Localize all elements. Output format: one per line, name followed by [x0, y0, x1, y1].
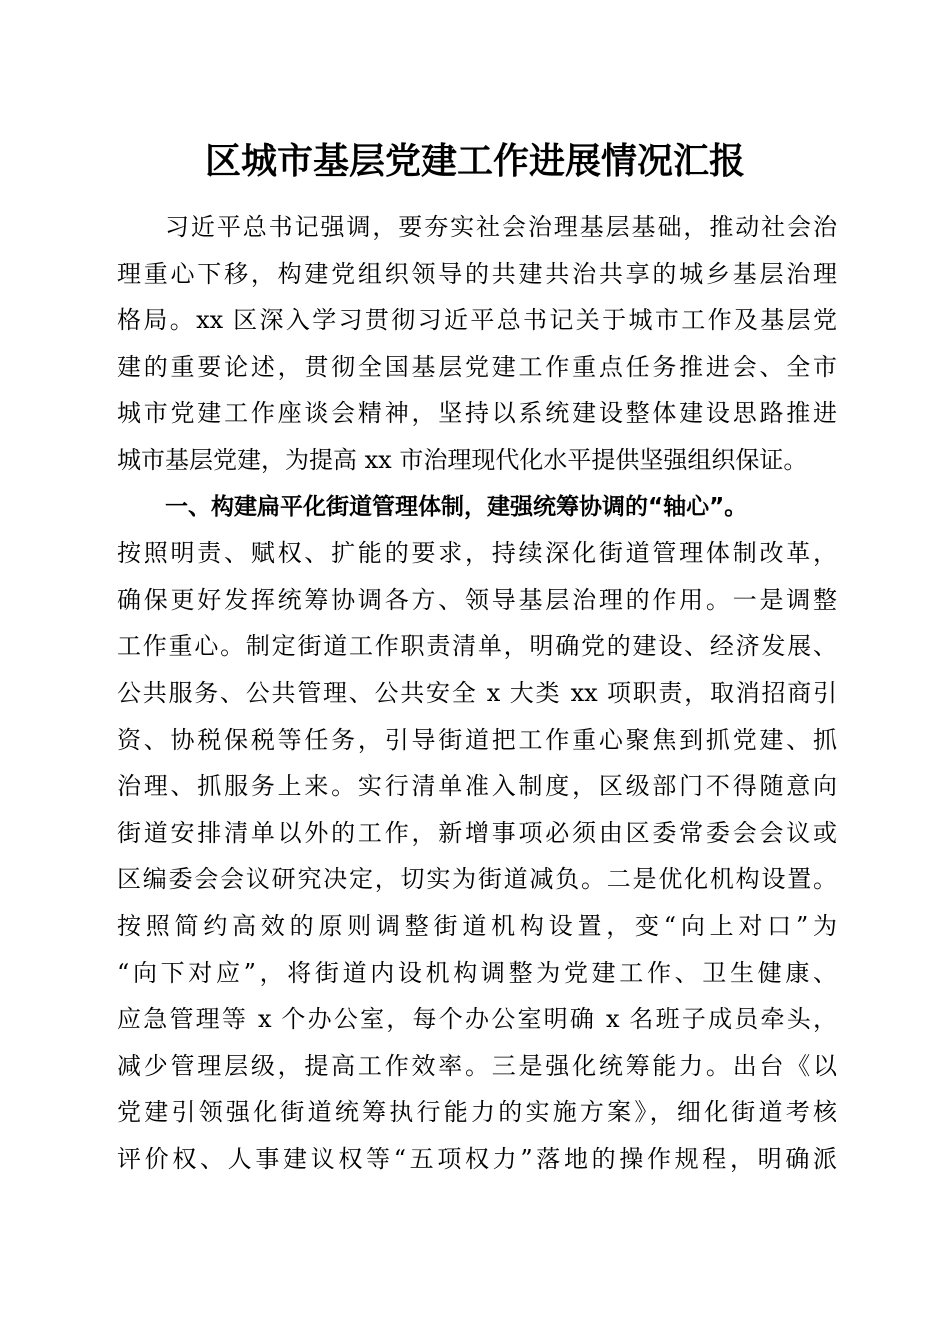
- paragraph-line: 格局。xx 区深入学习贯彻习近平总书记关于城市工作及基层党: [117, 306, 837, 335]
- paragraph-line: 建的重要论述，贯彻全国基层党建工作重点任务推进会、全市: [117, 352, 837, 381]
- paragraph-line: 应急管理等 x 个办公室，每个办公室明确 x 名班子成员牵头，: [117, 1005, 837, 1034]
- paragraph-line: 按照简约高效的原则调整街道机构设置，变“向上对口”为: [117, 911, 837, 940]
- paragraph-line: 减少管理层级，提高工作效率。三是强化统筹能力。出台《以: [117, 1051, 837, 1080]
- paragraph-line: 城市基层党建，为提高 xx 市治理现代化水平提供坚强组织保证。: [117, 445, 808, 474]
- paragraph-line: 按照明责、赋权、扩能的要求，持续深化街道管理体制改革，: [117, 539, 837, 568]
- document-body: [117, 204, 837, 1182]
- paragraph-line: 党建引领强化街道统筹执行能力的实施方案》，细化街道考核: [117, 1098, 837, 1127]
- paragraph-line: 城市党建工作座谈会精神，坚持以系统建设整体建设思路推进: [117, 399, 837, 428]
- document-title: 区城市基层党建工作进展情况汇报: [204, 140, 745, 182]
- paragraph-line: 理重心下移，构建党组织领导的共建共治共享的城乡基层治理: [117, 259, 837, 288]
- paragraph-line: 治理、抓服务上来。实行清单准入制度，区级部门不得随意向: [117, 772, 837, 801]
- paragraph-line: 资、协税保税等任务，引导街道把工作重心聚焦到抓党建、抓: [117, 725, 837, 754]
- paragraph-line: 公共服务、公共管理、公共安全 x 大类 xx 项职责，取消招商引: [117, 678, 837, 707]
- paragraph-line: “向下对应”，将街道内设机构调整为党建工作、卫生健康、: [117, 958, 837, 987]
- paragraph-line: 评价权、人事建议权等“五项权力”落地的操作规程，明确派: [117, 1144, 837, 1173]
- paragraph-line: 工作重心。制定街道工作职责清单，明确党的建设、经济发展、: [117, 632, 837, 661]
- paragraph-line: 习近平总书记强调，要夯实社会治理基层基础，推动社会治: [165, 213, 837, 241]
- paragraph-line: 确保更好发挥统筹协调各方、领导基层治理的作用。一是调整: [117, 585, 837, 614]
- paragraph-line: 区编委会会议研究决定，切实为街道减负。二是优化机构设置。: [117, 865, 837, 894]
- paragraph-line: 街道安排清单以外的工作，新增事项必须由区委常委会会议或: [117, 818, 837, 847]
- section-heading-line: 一、构建扁平化街道管理体制，建强统筹协调的“轴心”。: [165, 493, 748, 520]
